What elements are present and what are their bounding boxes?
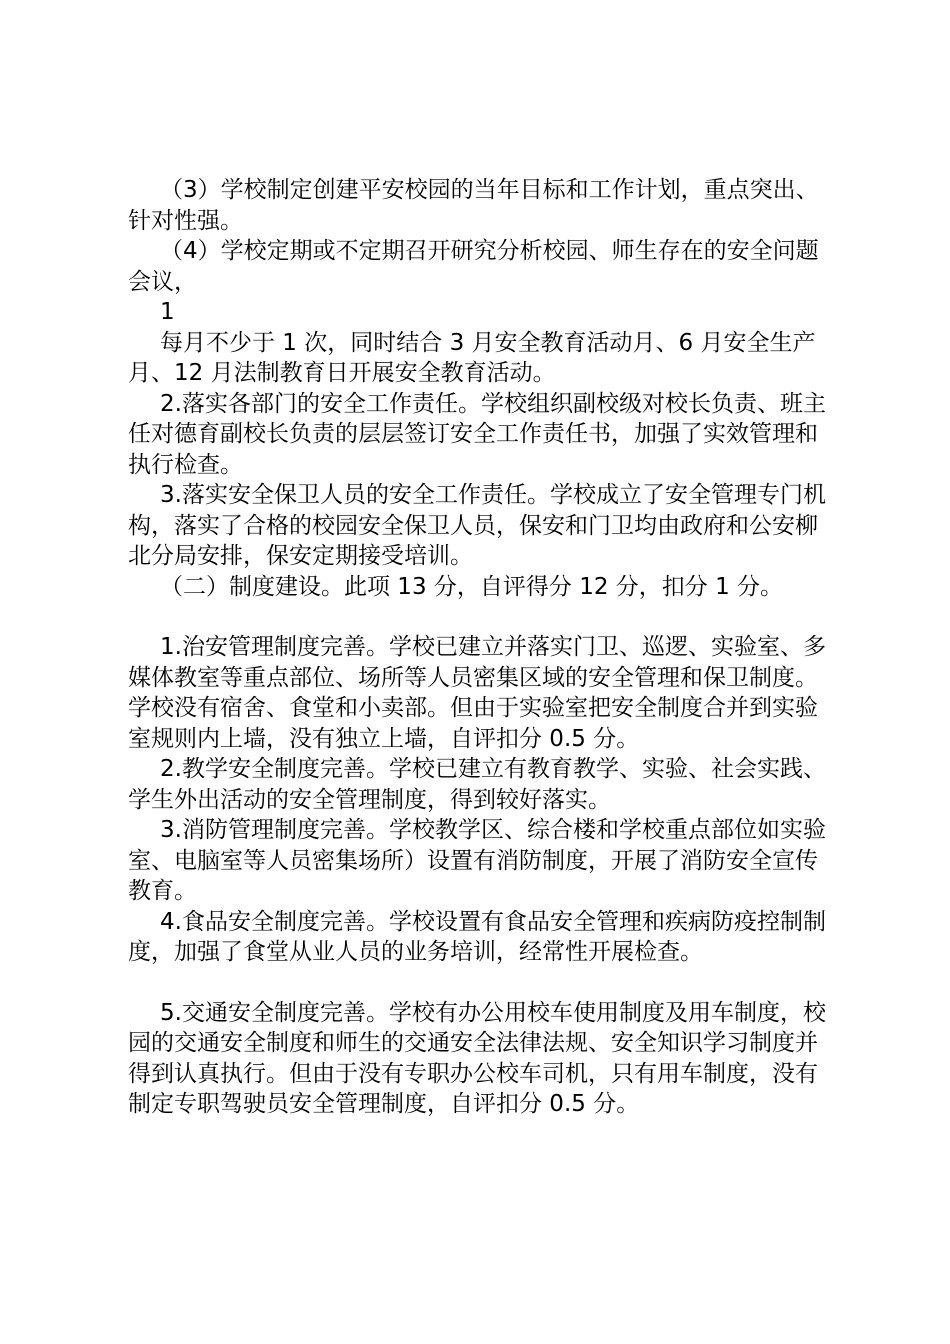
paragraph-public-security: 1.治安管理制度完善。学校已建立并落实门卫、巡逻、实验室、多媒体教室等重点部位、场所等人员密集区域的安全管理和保卫制度。学校没有宿舍、食堂和小卖部。但由于实验室把安全制度合并到实验室规则内上墙，没有独立上墙，自评扣分 0.5 分。	[128, 634, 826, 752]
paragraph-security-staff: 3.落实安全保卫人员的安全工作责任。学校成立了安全管理专门机构，落实了合格的校园安全保卫人员，保安和门卫均由政府和公安柳北分局安排，保安定期接受培训。	[128, 482, 826, 569]
paragraph-plan: （3）学校制定创建平安校园的当年目标和工作计划，重点突出、针对性强。	[128, 177, 819, 234]
paragraph-meeting: （4）学校定期或不定期召开研究分析校园、师生存在的安全问题会议，	[128, 238, 819, 295]
paragraph-food-safety: 4.食品安全制度完善。学校设置有食品安全管理和疾病防疫控制制度，加强了食堂从业人员的业务培训，经常性开展检查。	[128, 908, 826, 965]
document-page	[128, 175, 828, 1120]
page-number: 1	[160, 299, 175, 325]
section-heading-system: （二）制度建设。此项 13 分，自评得分 12 分，扣分 1 分。	[160, 573, 784, 600]
paragraph-fire-safety: 3.消防管理制度完善。学校教学区、综合楼和学校重点部位如实验室、电脑室等人员密集场所）设置有消防制度，开展了消防安全宣传教育。	[128, 817, 826, 904]
paragraph-traffic-safety: 5.交通安全制度完善。学校有办公用校车使用制度及用车制度，校园的交通安全制度和师生的交通安全法律法规、安全知识学习制度并得到认真执行。但由于没有专职办公校车司机，只有用车制度，没有制定专职驾驶员安全管理制度，自评扣分 0.5 分。	[128, 999, 826, 1117]
paragraph-monthly: 每月不少于 1 次，同时结合 3 月安全教育活动月、6 月安全生产月、12 月法制教育日开展安全教育活动。	[128, 329, 816, 386]
paragraph-teaching-safety: 2.教学安全制度完善。学校已建立有教育教学、实验、社会实践、学生外出活动的安全管理制度，得到较好落实。	[128, 756, 826, 813]
paragraph-department-responsibility: 2.落实各部门的安全工作责任。学校组织副校级对校长负责、班主任对德育副校长负责的层层签订安全工作责任书，加强了实效管理和执行检查。	[128, 390, 826, 478]
